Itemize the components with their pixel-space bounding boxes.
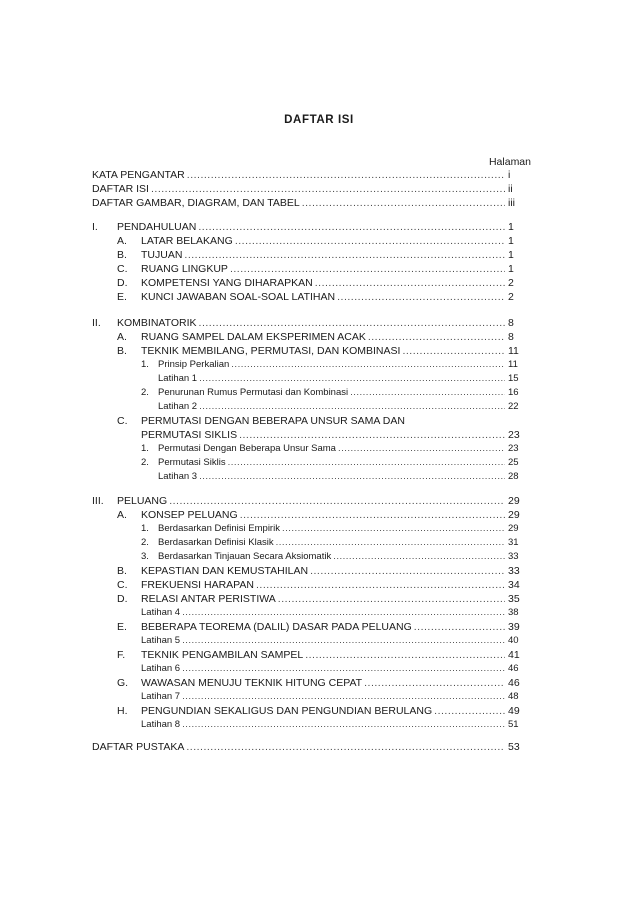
- toc-entry-page-number: i: [508, 169, 511, 181]
- toc-entry-page-number: 46: [508, 677, 520, 689]
- toc-entry-page-number: 39: [508, 621, 520, 633]
- toc-entry: [141, 358, 518, 372]
- toc-entry-title: Latihan 6: [141, 663, 181, 674]
- toc-entry: [141, 536, 519, 550]
- toc-entry: [141, 456, 519, 470]
- toc-entry: [117, 290, 518, 304]
- dot-leader: [199, 316, 505, 330]
- toc-entry-page-number: ii: [508, 183, 513, 195]
- toc-entry-title: Berdasarkan Definisi Klasik: [158, 537, 274, 548]
- toc-entry-number: B.: [117, 249, 127, 261]
- toc-entry-page-number: 29: [508, 509, 520, 521]
- toc-entry-title: PENGUNDIAN SEKALIGUS DAN PENGUNDIAN BERULANG: [141, 705, 433, 717]
- toc-entry: [158, 372, 518, 386]
- toc-entry-title: PERMUTASI DENGAN BEBERAPA UNSUR SAMA DAN: [141, 415, 405, 427]
- toc-entry-page-number: 1: [508, 235, 514, 247]
- toc-entry-page-number: 16: [508, 387, 519, 398]
- toc-entry-title: Latihan 5: [141, 635, 181, 646]
- toc-entry-title: DAFTAR GAMBAR, DIAGRAM, DAN TABEL: [92, 197, 300, 209]
- toc-entry-page-number: 23: [508, 429, 520, 441]
- toc-entry-page-number: 33: [508, 551, 519, 562]
- toc-entry: [92, 316, 518, 330]
- toc-entry-number: C.: [117, 415, 128, 427]
- toc-entry-title: Latihan 3: [158, 471, 198, 482]
- toc-entry-title: PELUANG: [117, 495, 168, 507]
- toc-entry-title: Permutasi Siklis: [158, 457, 226, 468]
- toc-entry-page-number: 31: [508, 537, 519, 548]
- toc-entry: [158, 400, 518, 414]
- toc-entry-number: 1.: [141, 359, 149, 370]
- toc-entry-page-number: 11: [508, 359, 518, 370]
- toc-entry-title: Penurunan Rumus Permutasi dan Kombinasi: [158, 387, 349, 398]
- dot-leader: [182, 606, 505, 620]
- toc-entry-page-number: 51: [508, 719, 519, 730]
- toc-entry-page-number: 8: [508, 331, 514, 343]
- toc-entry: [141, 606, 518, 620]
- page-column-label: Halaman: [488, 156, 531, 168]
- dot-leader: [414, 620, 505, 634]
- toc-entry-page-number: 49: [508, 705, 520, 717]
- toc-entry: [141, 634, 518, 648]
- toc-entry: [117, 704, 520, 718]
- toc-entry-title: TEKNIK MEMBILANG, PERMUTASI, DAN KOMBINASI: [141, 345, 401, 357]
- dot-leader: [231, 358, 505, 372]
- toc-entry-number: D.: [117, 277, 128, 289]
- toc-entry-number: 3.: [141, 551, 149, 562]
- toc-entry-number: E.: [117, 621, 127, 633]
- toc-entry: [92, 740, 518, 754]
- toc-entry: [92, 196, 518, 210]
- toc-entry-page-number: 41: [508, 649, 520, 661]
- toc-entry: [117, 330, 518, 344]
- toc-entry-title: WAWASAN MENUJU TEKNIK HITUNG CEPAT: [141, 677, 363, 689]
- dot-leader: [228, 456, 505, 470]
- dot-leader: [239, 428, 505, 442]
- toc-entry-title: Berdasarkan Definisi Empirik: [158, 523, 280, 534]
- toc-entry-page-number: 22: [508, 401, 519, 412]
- toc-entry-page-number: 35: [508, 593, 520, 605]
- page-title: DAFTAR ISI: [284, 114, 354, 126]
- toc-entry-page-number: 28: [508, 471, 519, 482]
- toc-entry: [92, 220, 518, 234]
- toc-entry-title: RUANG SAMPEL DALAM EKSPERIMEN ACAK: [141, 331, 366, 343]
- toc-entry-number: 2.: [141, 387, 149, 398]
- toc-entry-title: PERMUTASI SIKLIS: [141, 429, 238, 441]
- toc-entry-number: A.: [117, 235, 127, 247]
- toc-entry: [141, 442, 519, 456]
- toc-entry-page-number: 15: [508, 373, 519, 384]
- toc-entry-page-number: 1: [508, 263, 514, 275]
- toc-entry-title: DAFTAR PUSTAKA: [92, 741, 185, 753]
- toc-entry: [117, 578, 520, 592]
- dot-leader: [182, 690, 505, 704]
- toc-entry-title: KEPASTIAN DAN KEMUSTAHILAN: [141, 565, 309, 577]
- dot-leader: [199, 372, 505, 386]
- toc-entry-number: D.: [117, 593, 128, 605]
- dot-leader: [182, 718, 505, 732]
- toc-entry-number: A.: [117, 509, 127, 521]
- toc-entry-page-number: 2: [508, 277, 514, 289]
- toc-entry-title: KATA PENGANTAR: [92, 169, 185, 181]
- dot-leader: [368, 330, 505, 344]
- toc-entry: [92, 494, 520, 508]
- toc-entry: [141, 662, 518, 676]
- toc-entry: [141, 386, 519, 400]
- toc-entry-title: Latihan 4: [141, 607, 181, 618]
- toc-entry-number: 1.: [141, 523, 149, 534]
- dot-leader: [184, 248, 505, 262]
- toc-entry-number: C.: [117, 263, 128, 275]
- toc-entry: [117, 344, 519, 358]
- dot-leader: [240, 508, 505, 522]
- toc-entry: [117, 648, 520, 662]
- toc-entry: [141, 550, 519, 564]
- toc-entry-title: Latihan 7: [141, 691, 181, 702]
- toc-entry-page-number: 29: [508, 523, 519, 534]
- toc-entry-page-number: 23: [508, 443, 519, 454]
- dot-leader: [364, 676, 505, 690]
- toc-entry-title: Latihan 1: [158, 373, 198, 384]
- dot-leader: [256, 578, 505, 592]
- toc-entry-number: 1.: [141, 443, 149, 454]
- toc-entry: [141, 428, 518, 442]
- toc-entry-title: Latihan 2: [158, 401, 198, 412]
- toc-entry-number: 2.: [141, 457, 149, 468]
- dot-leader: [350, 386, 505, 400]
- dot-leader: [230, 262, 505, 276]
- toc-entry: [117, 564, 520, 578]
- toc-entry: [117, 234, 518, 248]
- dot-leader: [310, 564, 505, 578]
- toc-entry-title: TUJUAN: [141, 249, 183, 261]
- toc-entry-title: KOMBINATORIK: [117, 317, 197, 329]
- toc-entry-page-number: 53: [508, 741, 520, 753]
- dot-leader: [276, 536, 505, 550]
- toc-entry-number: I.: [92, 221, 98, 233]
- toc-entry: [117, 262, 518, 276]
- toc-entry: [117, 592, 520, 606]
- toc-entry-page-number: 33: [508, 565, 520, 577]
- toc-entry-page-number: 25: [508, 457, 519, 468]
- dot-leader: [198, 220, 505, 234]
- toc-entry-title: TEKNIK PENGAMBILAN SAMPEL: [141, 649, 304, 661]
- toc-entry-page-number: 1: [508, 249, 514, 261]
- dot-leader: [278, 592, 505, 606]
- toc-entry-title: KONSEP PELUANG: [141, 509, 238, 521]
- toc-entry-title: Berdasarkan Tinjauan Secara Aksiomatik: [158, 551, 332, 562]
- dot-leader: [434, 704, 505, 718]
- dot-leader: [402, 344, 505, 358]
- toc-entry-number: A.: [117, 331, 127, 343]
- toc-entry-page-number: iii: [508, 197, 515, 209]
- toc-entry: [141, 690, 518, 704]
- toc-entry-title: KOMPETENSI YANG DIHARAPKAN: [141, 277, 313, 289]
- toc-entry-number: H.: [117, 705, 128, 717]
- toc-entry-title: Permutasi Dengan Beberapa Unsur Sama: [158, 443, 336, 454]
- toc-entry-page-number: 2: [508, 291, 514, 303]
- dot-leader: [199, 470, 505, 484]
- dot-leader: [302, 196, 505, 210]
- toc-entry-number: E.: [117, 291, 127, 303]
- toc-entry-page-number: 38: [508, 607, 519, 618]
- toc-entry-number: III.: [92, 495, 104, 507]
- dot-leader: [305, 648, 505, 662]
- toc-entry-title: DAFTAR ISI: [92, 183, 149, 195]
- toc-entry-number: B.: [117, 565, 127, 577]
- toc-entry: [117, 248, 518, 262]
- toc-entry-title: RELASI ANTAR PERISTIWA: [141, 593, 276, 605]
- toc-entry-title: LATAR BELAKANG: [141, 235, 233, 247]
- toc-entry-number: C.: [117, 579, 128, 591]
- toc-entry-page-number: 40: [508, 635, 519, 646]
- toc-entry: [117, 276, 518, 290]
- toc-entry: [158, 470, 518, 484]
- toc-entry: [92, 182, 518, 196]
- toc-entry-title: Latihan 8: [141, 719, 181, 730]
- toc-entry-title: FREKUENSI HARAPAN: [141, 579, 254, 591]
- dot-leader: [235, 234, 505, 248]
- toc-entry: [117, 414, 405, 428]
- toc-entry-number: II.: [92, 317, 101, 329]
- toc-entry-page-number: 8: [508, 317, 514, 329]
- toc-entry-number: G.: [117, 677, 129, 689]
- toc-entry-page-number: 11: [508, 345, 519, 357]
- toc-entry-title: Prinsip Perkalian: [158, 359, 230, 370]
- dot-leader: [182, 662, 505, 676]
- toc-entry: [92, 168, 518, 182]
- dot-leader: [169, 494, 505, 508]
- dot-leader: [182, 634, 505, 648]
- toc-entry-page-number: 1: [508, 221, 514, 233]
- toc-entry-title: RUANG LINGKUP: [141, 263, 228, 275]
- toc-entry-page-number: 48: [508, 691, 519, 702]
- dot-leader: [282, 522, 505, 536]
- toc-entry: [117, 676, 520, 690]
- toc-entry-title: KUNCI JAWABAN SOAL-SOAL LATIHAN: [141, 291, 336, 303]
- toc-entry: [141, 522, 519, 536]
- dot-leader: [151, 182, 505, 196]
- toc-entry: [141, 718, 518, 732]
- toc-entry-page-number: 29: [508, 495, 520, 507]
- dot-leader: [187, 168, 505, 182]
- toc-entry-title: PENDAHULUAN: [117, 221, 197, 233]
- toc-entry-title: BEBERAPA TEOREMA (DALIL) DASAR PADA PELUANG: [141, 621, 412, 633]
- toc-entry-number: 2.: [141, 537, 149, 548]
- dot-leader: [338, 442, 505, 456]
- toc-entry: [117, 620, 520, 634]
- toc-entry-number: B.: [117, 345, 127, 357]
- toc-entry: [117, 508, 520, 522]
- toc-entry-page-number: 46: [508, 663, 519, 674]
- dot-leader: [186, 740, 505, 754]
- toc-entry-page-number: 34: [508, 579, 520, 591]
- dot-leader: [337, 290, 505, 304]
- dot-leader: [315, 276, 505, 290]
- toc-entry-number: F.: [117, 649, 126, 661]
- dot-leader: [333, 550, 505, 564]
- dot-leader: [199, 400, 505, 414]
